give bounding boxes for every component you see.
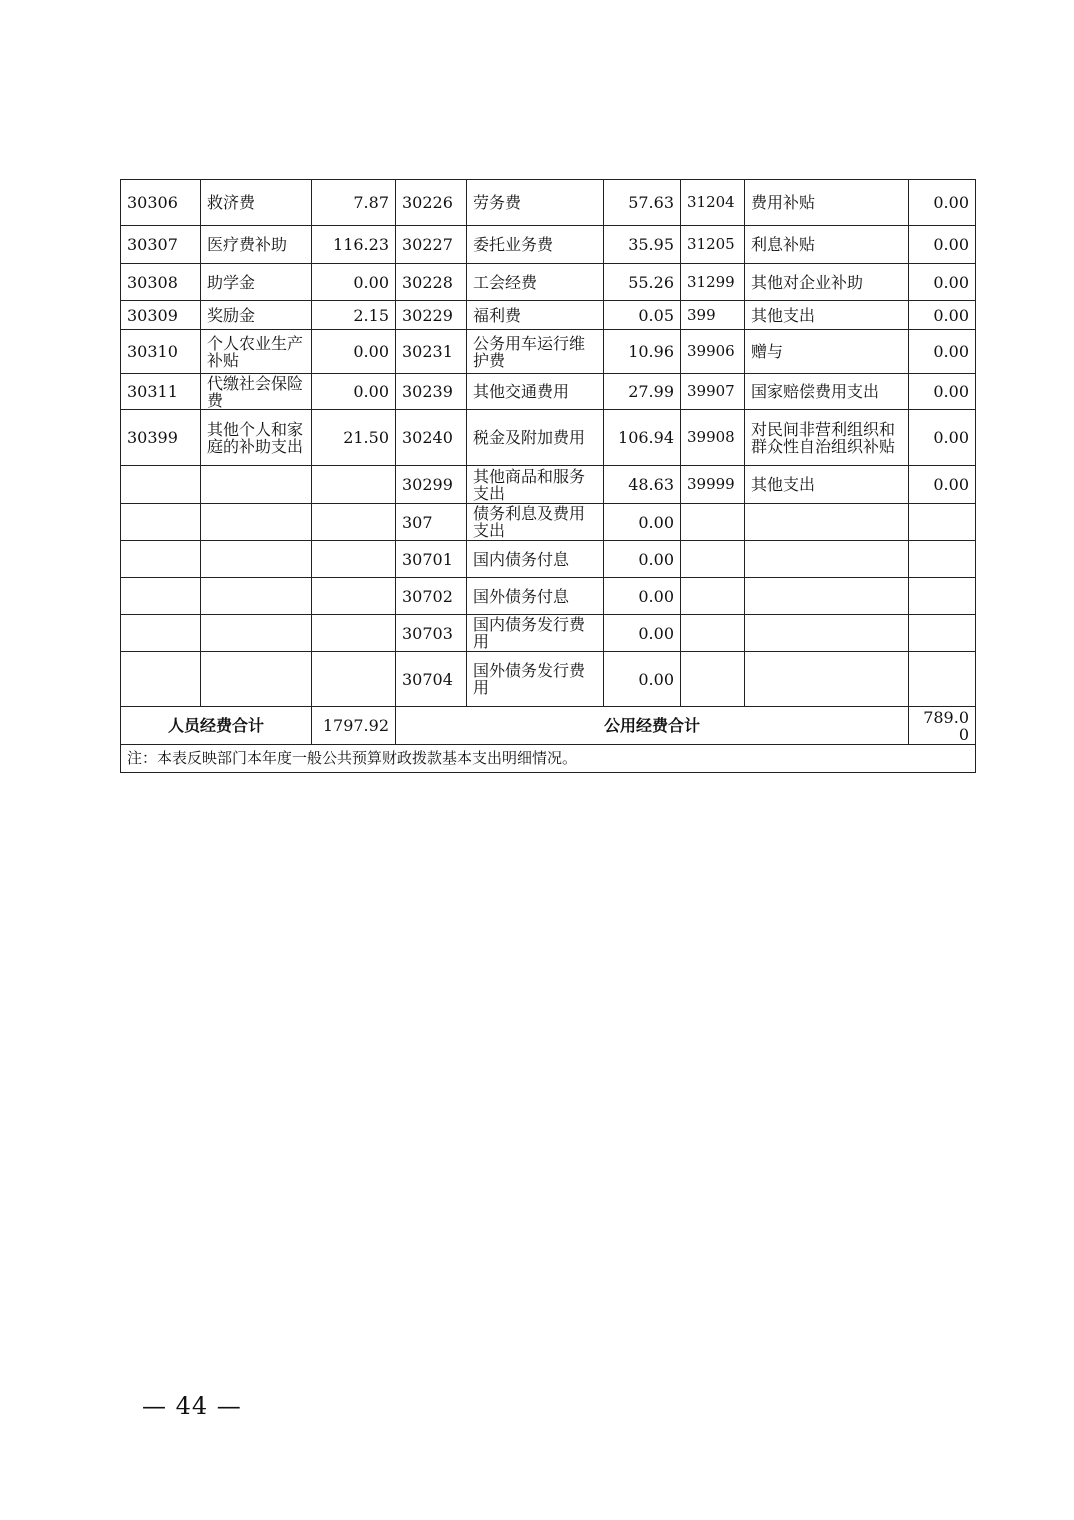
table-row bbox=[121, 330, 976, 374]
amount: 116.23 bbox=[312, 226, 396, 264]
item-name: 国外债务付息 bbox=[467, 578, 604, 615]
econ-code: 30701 bbox=[396, 541, 467, 578]
amount: 21.50 bbox=[312, 410, 396, 466]
item-name: 国家赔偿费用支出 bbox=[745, 374, 909, 410]
econ-code: 307 bbox=[396, 504, 467, 541]
econ-code: 30703 bbox=[396, 615, 467, 652]
amount: 0.00 bbox=[909, 410, 976, 466]
econ-code bbox=[681, 504, 745, 541]
amount: 0.00 bbox=[909, 226, 976, 264]
amount bbox=[312, 652, 396, 707]
amount: 0.00 bbox=[909, 180, 976, 226]
econ-code: 30229 bbox=[396, 301, 467, 330]
item-name bbox=[745, 578, 909, 615]
item-name bbox=[201, 615, 312, 652]
amount: 0.00 bbox=[909, 466, 976, 504]
item-name bbox=[201, 504, 312, 541]
econ-code: 30702 bbox=[396, 578, 467, 615]
personnel-total-label: 人员经费合计 bbox=[121, 707, 312, 745]
econ-code: 39908 bbox=[681, 410, 745, 466]
item-name bbox=[201, 652, 312, 707]
item-name: 奖励金 bbox=[201, 301, 312, 330]
item-name bbox=[201, 466, 312, 504]
econ-code: 30226 bbox=[396, 180, 467, 226]
item-name bbox=[745, 504, 909, 541]
econ-code: 31299 bbox=[681, 264, 745, 301]
item-name bbox=[745, 652, 909, 707]
item-name: 个人农业生产补贴 bbox=[201, 330, 312, 374]
item-name bbox=[201, 541, 312, 578]
amount bbox=[909, 578, 976, 615]
amount: 0.00 bbox=[604, 578, 681, 615]
amount: 0.00 bbox=[909, 374, 976, 410]
item-name: 其他个人和家庭的补助支出 bbox=[201, 410, 312, 466]
amount bbox=[909, 652, 976, 707]
amount: 0.00 bbox=[909, 264, 976, 301]
amount: 0.00 bbox=[312, 374, 396, 410]
amount: 0.00 bbox=[604, 504, 681, 541]
econ-code bbox=[681, 578, 745, 615]
table-row bbox=[121, 410, 976, 466]
econ-code bbox=[121, 466, 201, 504]
econ-code bbox=[121, 541, 201, 578]
econ-code: 30231 bbox=[396, 330, 467, 374]
table-row bbox=[121, 652, 976, 707]
item-name: 公务用车运行维护费 bbox=[467, 330, 604, 374]
econ-code: 30240 bbox=[396, 410, 467, 466]
page-number: — 44 — bbox=[142, 1392, 242, 1420]
econ-code bbox=[121, 578, 201, 615]
item-name: 代缴社会保险费 bbox=[201, 374, 312, 410]
econ-code: 30311 bbox=[121, 374, 201, 410]
table-row bbox=[121, 466, 976, 504]
econ-code bbox=[121, 504, 201, 541]
econ-code: 31205 bbox=[681, 226, 745, 264]
amount: 7.87 bbox=[312, 180, 396, 226]
amount bbox=[312, 615, 396, 652]
table-row bbox=[121, 264, 976, 301]
econ-code: 30306 bbox=[121, 180, 201, 226]
amount: 2.15 bbox=[312, 301, 396, 330]
item-name: 委托业务费 bbox=[467, 226, 604, 264]
amount: 0.00 bbox=[909, 301, 976, 330]
item-name: 救济费 bbox=[201, 180, 312, 226]
amount: 55.26 bbox=[604, 264, 681, 301]
budget-detail-table bbox=[120, 179, 976, 773]
econ-code bbox=[681, 615, 745, 652]
econ-code: 30704 bbox=[396, 652, 467, 707]
econ-code: 30239 bbox=[396, 374, 467, 410]
econ-code: 30307 bbox=[121, 226, 201, 264]
personnel-total-value: 1797.92 bbox=[312, 707, 396, 745]
table-note: 注：本表反映部门本年度一般公共预算财政拨款基本支出明细情况。 bbox=[121, 745, 976, 773]
item-name: 福利费 bbox=[467, 301, 604, 330]
amount: 0.05 bbox=[604, 301, 681, 330]
item-name: 助学金 bbox=[201, 264, 312, 301]
amount bbox=[312, 578, 396, 615]
amount bbox=[909, 615, 976, 652]
amount: 106.94 bbox=[604, 410, 681, 466]
econ-code: 39907 bbox=[681, 374, 745, 410]
item-name: 其他商品和服务支出 bbox=[467, 466, 604, 504]
amount: 0.00 bbox=[604, 652, 681, 707]
table-row bbox=[121, 374, 976, 410]
amount bbox=[909, 504, 976, 541]
item-name: 其他交通费用 bbox=[467, 374, 604, 410]
econ-code: 39906 bbox=[681, 330, 745, 374]
item-name: 债务利息及费用支出 bbox=[467, 504, 604, 541]
amount: 0.00 bbox=[909, 330, 976, 374]
item-name: 国内债务发行费用 bbox=[467, 615, 604, 652]
table-body bbox=[121, 180, 976, 707]
amount: 0.00 bbox=[604, 541, 681, 578]
amount: 35.95 bbox=[604, 226, 681, 264]
econ-code bbox=[121, 615, 201, 652]
item-name: 利息补贴 bbox=[745, 226, 909, 264]
item-name: 工会经费 bbox=[467, 264, 604, 301]
item-name: 赠与 bbox=[745, 330, 909, 374]
econ-code: 30309 bbox=[121, 301, 201, 330]
amount: 0.00 bbox=[604, 615, 681, 652]
table-row bbox=[121, 226, 976, 264]
econ-code: 30399 bbox=[121, 410, 201, 466]
item-name: 国外债务发行费用 bbox=[467, 652, 604, 707]
amount bbox=[312, 504, 396, 541]
econ-code: 30228 bbox=[396, 264, 467, 301]
item-name: 其他支出 bbox=[745, 466, 909, 504]
item-name bbox=[745, 615, 909, 652]
amount: 57.63 bbox=[604, 180, 681, 226]
table-row bbox=[121, 301, 976, 330]
item-name bbox=[201, 578, 312, 615]
item-name: 对民间非营利组织和群众性自治组织补贴 bbox=[745, 410, 909, 466]
amount bbox=[312, 541, 396, 578]
table-row bbox=[121, 180, 976, 226]
item-name: 国内债务付息 bbox=[467, 541, 604, 578]
amount: 27.99 bbox=[604, 374, 681, 410]
item-name bbox=[745, 541, 909, 578]
econ-code: 30299 bbox=[396, 466, 467, 504]
table-row bbox=[121, 615, 976, 652]
table-row bbox=[121, 504, 976, 541]
econ-code: 39999 bbox=[681, 466, 745, 504]
table-row bbox=[121, 541, 976, 578]
amount: 48.63 bbox=[604, 466, 681, 504]
amount bbox=[909, 541, 976, 578]
public-total-label: 公用经费合计 bbox=[396, 707, 909, 745]
econ-code: 31204 bbox=[681, 180, 745, 226]
public-total-value: 789.00 bbox=[909, 707, 976, 745]
totals-row bbox=[121, 707, 976, 745]
econ-code: 30310 bbox=[121, 330, 201, 374]
amount: 0.00 bbox=[312, 330, 396, 374]
econ-code bbox=[681, 541, 745, 578]
econ-code: 30227 bbox=[396, 226, 467, 264]
table-row bbox=[121, 578, 976, 615]
item-name: 医疗费补助 bbox=[201, 226, 312, 264]
item-name: 费用补贴 bbox=[745, 180, 909, 226]
note-row bbox=[121, 745, 976, 773]
item-name: 税金及附加费用 bbox=[467, 410, 604, 466]
econ-code: 399 bbox=[681, 301, 745, 330]
econ-code: 30308 bbox=[121, 264, 201, 301]
amount: 10.96 bbox=[604, 330, 681, 374]
item-name: 其他支出 bbox=[745, 301, 909, 330]
item-name: 其他对企业补助 bbox=[745, 264, 909, 301]
econ-code bbox=[681, 652, 745, 707]
item-name: 劳务费 bbox=[467, 180, 604, 226]
amount: 0.00 bbox=[312, 264, 396, 301]
econ-code bbox=[121, 652, 201, 707]
amount bbox=[312, 466, 396, 504]
